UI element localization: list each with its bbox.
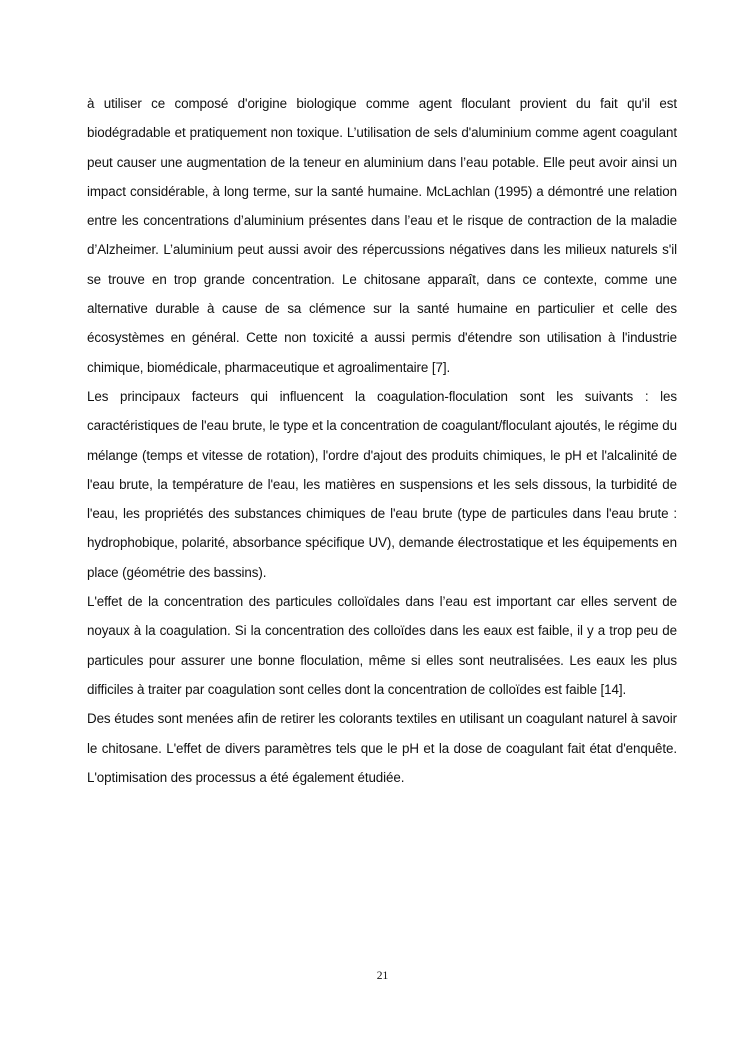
paragraph-chitosane-toxicity: à utiliser ce composé d'origine biologique comme agent floculant provient du fait qu'il est biodégradable et pratiquement non toxique. L’utilisation de sels d'aluminium comme agent coagulant peut causer une augmentation de la teneur en aluminium dans l’eau potable. Elle peut avoir ainsi un impact considérable, à long terme, sur la santé humaine. McLachlan (1995) a démontré une relation entre les concentrations d’aluminium présentes dans l’eau et le risque de contraction de la maladie d’Alzheimer. L’aluminium peut aussi avoir des répercussions négatives dans les milieux naturels s'il se trouve en trop grande concentration. Le chitosane apparaît, dans ce contexte, comme une alternative durable à cause de sa clémence sur la santé humaine en particulier et celle des écosystèmes en général. Cette non toxicité a aussi permis d'étendre son utilisation à l'industrie chimique, biomédicale, pharmaceutique et agroalimentaire [7]. [87,96,677,375]
paragraph-coagulation-factors: Les principaux facteurs qui influencent la coagulation-floculation sont les suivants : les caractéristiques de l'eau brute, le type et la concentration de coagulant/floculant ajoutés, le régime du mélange (temps et vitesse de rotation), l'ordre d'ajout des produits chimiques, le pH et l'alcalinité de l'eau brute, la température de l'eau, les matières en suspensions et les sels dissous, la turbidité de l'eau, les propriétés des substances chimiques de l'eau brute (type de particules dans l'eau brute : hydrophobique, polarité, absorbance spécifique UV), demande électrostatique et les équipements en place (géométrie des bassins). [87,388,677,580]
paragraph-colloid-concentration: L'effet de la concentration des particules colloïdales dans l’eau est important car elles servent de noyaux à la coagulation. Si la concentration des colloïdes dans les eaux est faible, il y a trop peu de particules pour assurer une bonne floculation, même si elles sont neutralisées. Les eaux les plus difficiles à traiter par coagulation sont celles dont la concentration de colloïdes est faible [14]. [87,594,677,697]
paragraph-textile-dyes: Des études sont menées afin de retirer les colorants textiles en utilisant un coagulant naturel à savoir le chitosane. L'effet de divers paramètres tels que le pH et la dose de coagulant fait état d'enquête. L'optimisation des processus a été également étudiée. [87,711,677,785]
page-number: 21 [376,970,389,982]
body-text [87,89,677,792]
